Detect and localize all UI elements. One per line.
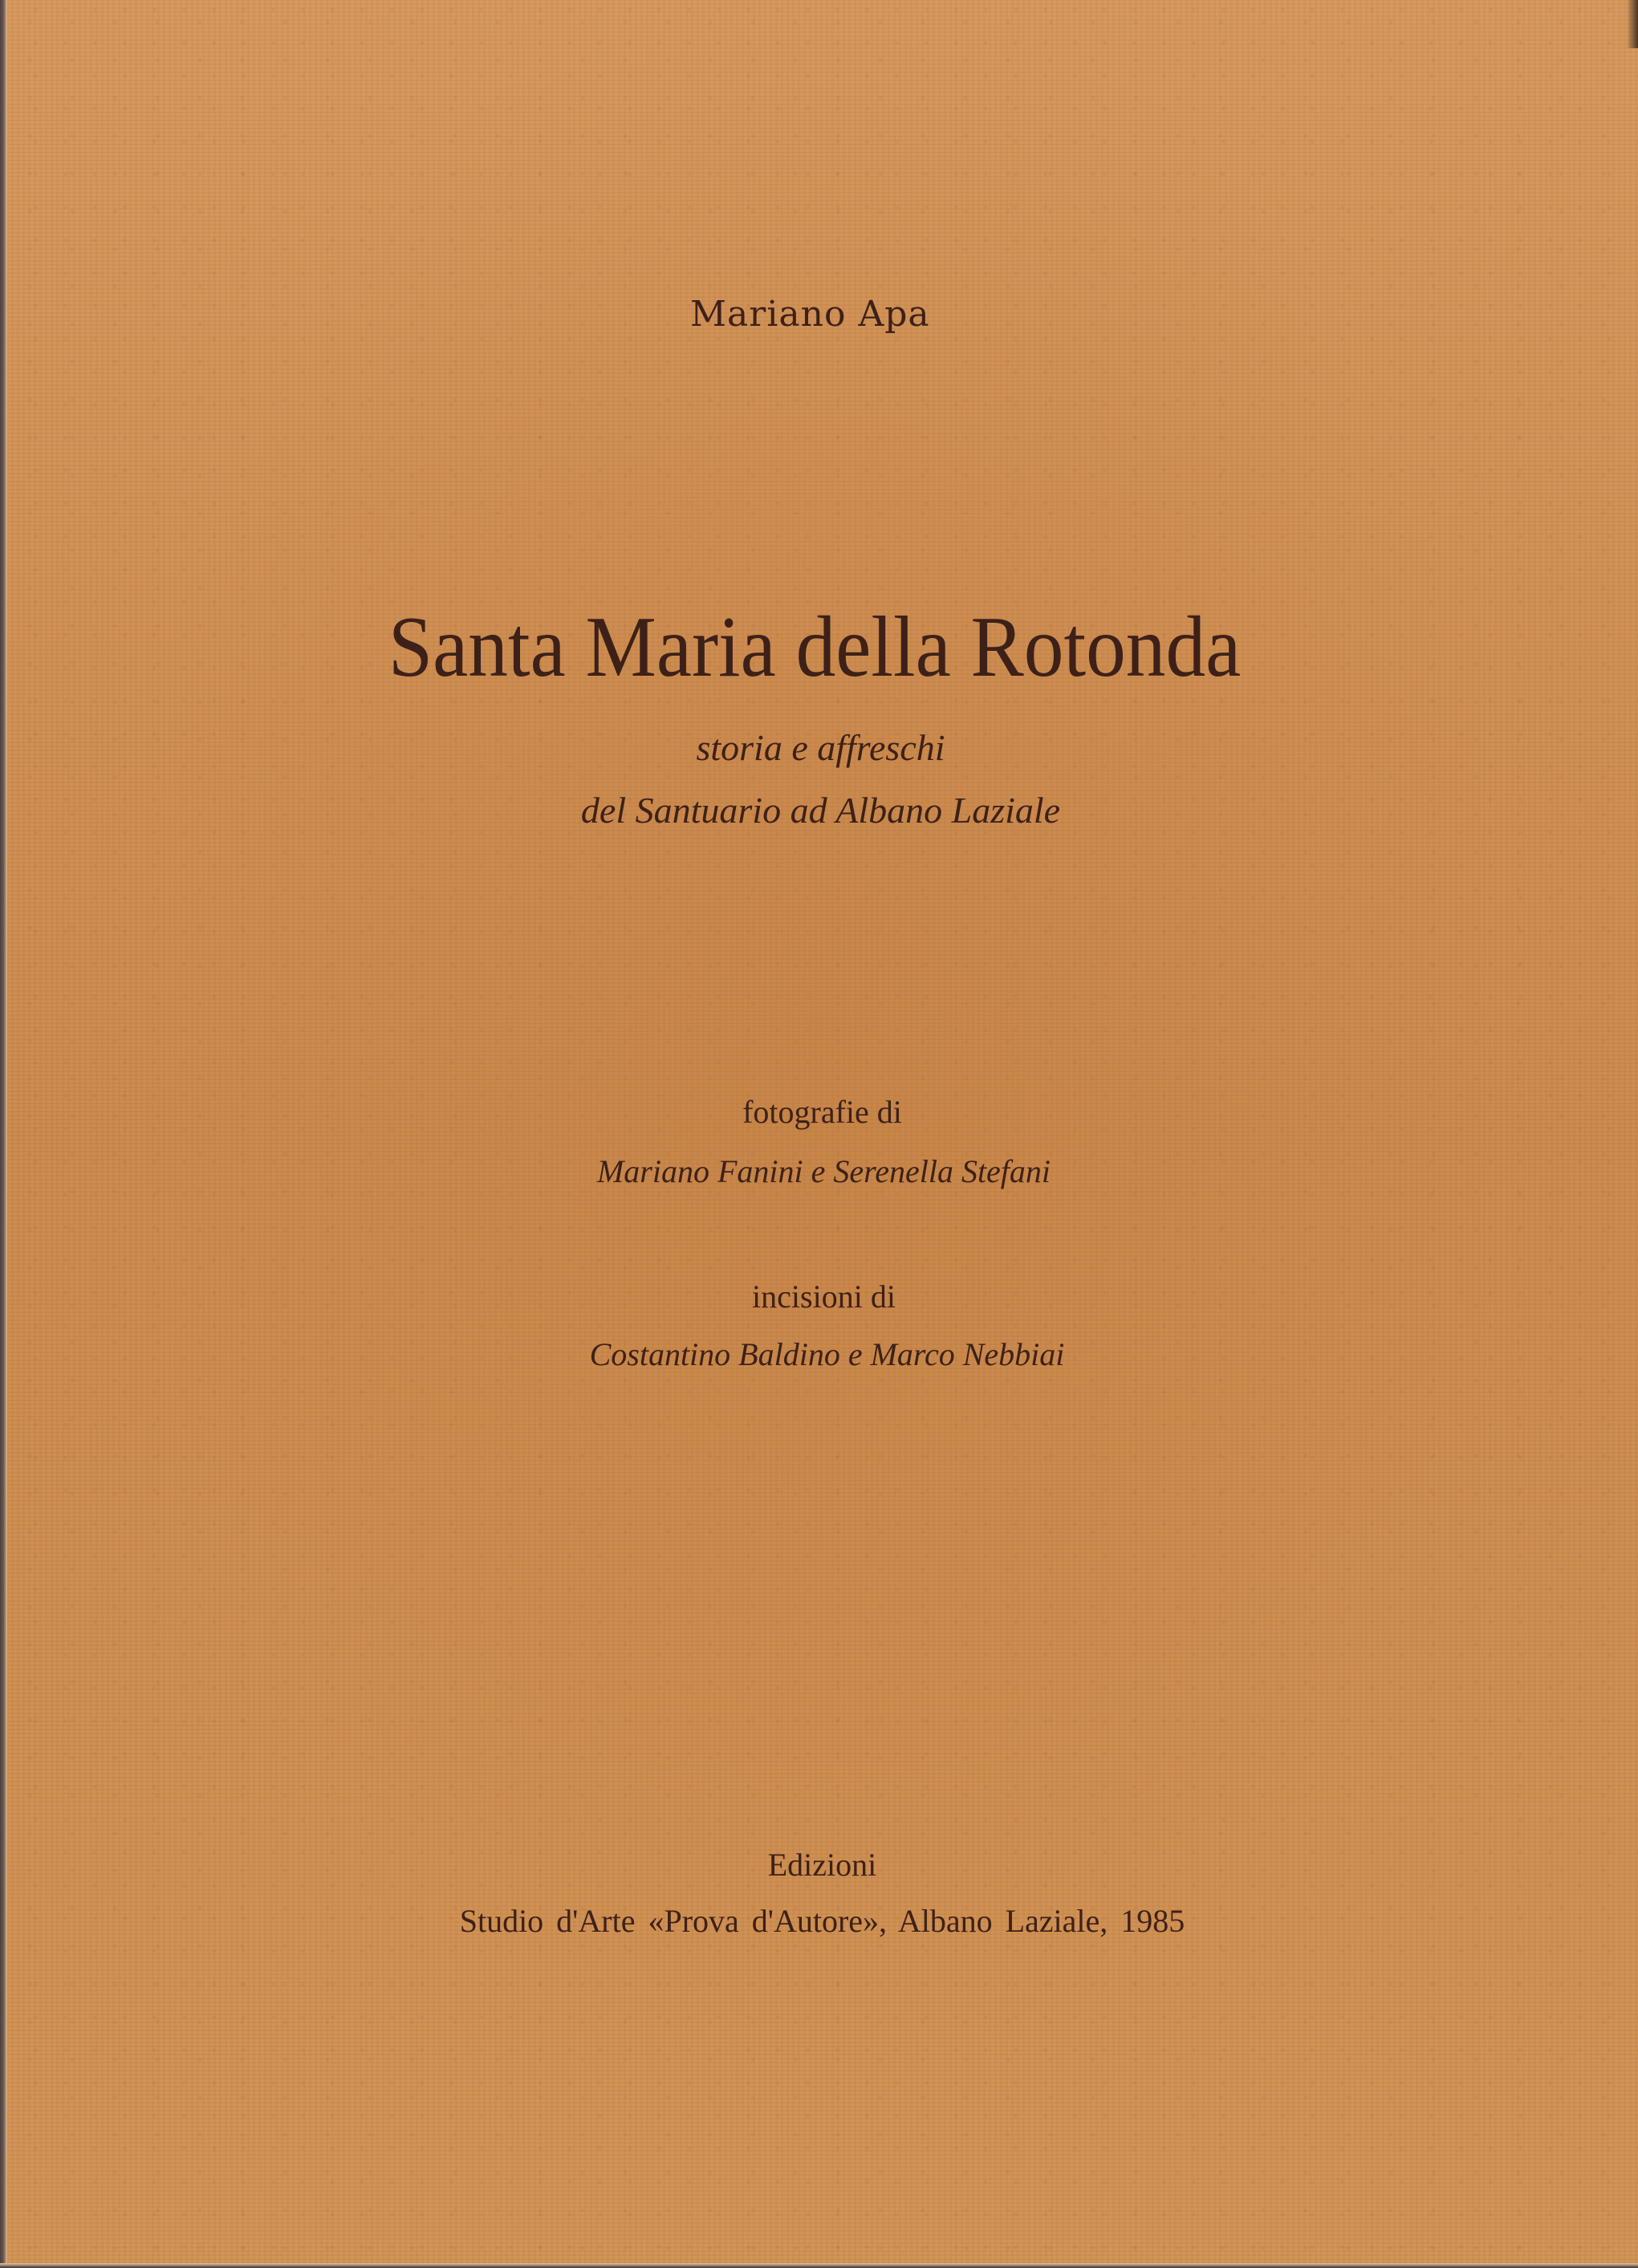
subtitle-line-2: del Santuario ad Albano Laziale [580, 790, 1061, 831]
publisher-imprint: Studio d'Arte «Prova d'Autore», Albano Laziale, 1985 [459, 1903, 1185, 1939]
corner-shadow [1627, 0, 1638, 48]
subtitle-line-1: storia e affreschi [696, 727, 945, 768]
author-name: Mariano Apa [690, 294, 930, 335]
photography-label: fotografie di [742, 1094, 902, 1130]
engravings-label: incisioni di [752, 1278, 896, 1315]
bottom-edge [0, 2263, 1638, 2268]
photographers-names: Mariano Fanini e Serenella Stefani [596, 1153, 1051, 1189]
engravers-names: Costantino Baldino e Marco Nebbiai [589, 1336, 1065, 1372]
book-title: Santa Maria della Rotonda [388, 600, 1242, 695]
publisher-label: Edizioni [767, 1847, 877, 1883]
